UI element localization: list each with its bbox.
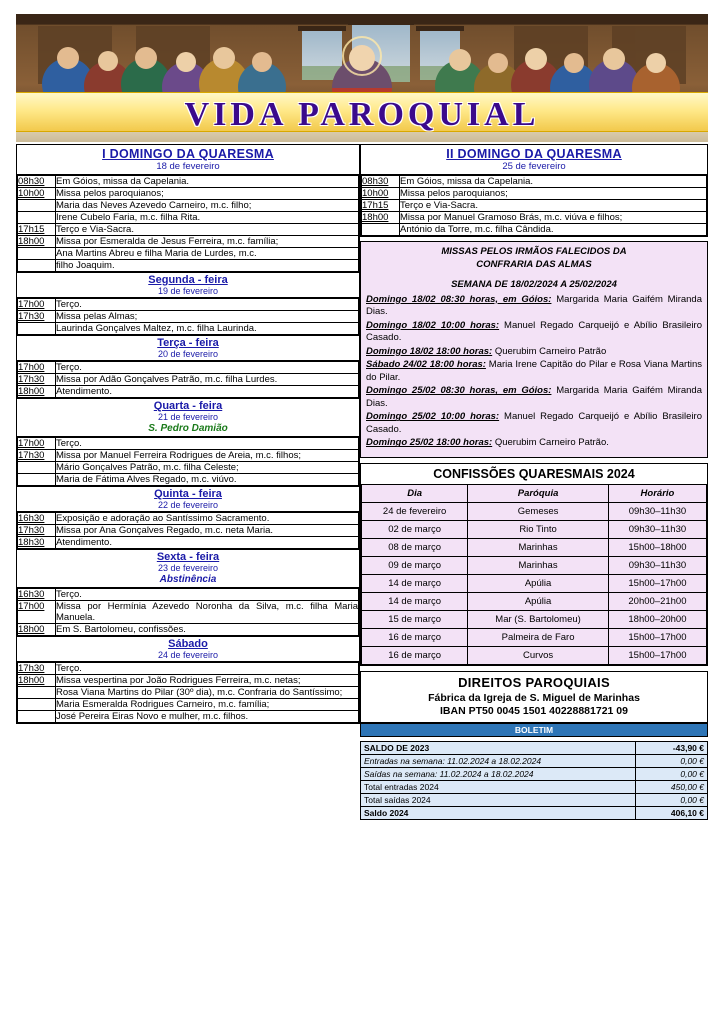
almas-entry-names: Margarida Maria Gaifém Miranda Dias. xyxy=(366,293,703,318)
cell-paroquia: Mar (S. Bartolomeu) xyxy=(468,611,609,629)
table-row xyxy=(362,629,707,647)
boletim-header: BOLETIM xyxy=(360,723,708,737)
column-header-paroquia: Paróquia xyxy=(468,485,609,503)
cell-paroquia: Marinhas xyxy=(468,539,609,557)
banner xyxy=(16,14,708,142)
almas-entry-when: Domingo 18/02 10:00 horas: xyxy=(366,319,500,331)
almas-masses-box xyxy=(360,241,708,458)
schedule-row xyxy=(18,525,359,537)
schedule-time: 18h00 xyxy=(362,212,400,224)
almas-entry xyxy=(366,359,702,384)
schedule-row xyxy=(18,224,359,236)
schedule-row xyxy=(18,663,359,675)
page-title: VIDA PAROQUIAL xyxy=(184,96,540,133)
almas-entry xyxy=(366,320,702,345)
boletim-value: 0,00 € xyxy=(636,755,708,768)
table-row xyxy=(361,781,708,794)
schedule-row xyxy=(362,200,707,212)
day-heading: Terça - feira xyxy=(157,337,219,349)
cell-horario: 09h30–11h30 xyxy=(608,503,706,521)
table-row xyxy=(362,503,707,521)
schedule-time: 16h30 xyxy=(18,513,56,525)
schedule-text: Em Góios, missa da Capelania. xyxy=(56,176,359,188)
parish-rights-title: DIREITOS PAROQUIAIS xyxy=(458,675,610,690)
almas-entry-names: Querubim Carneiro Patrão. xyxy=(492,437,609,449)
section-date: 25 de fevereiro xyxy=(502,161,566,172)
almas-entry-names: Maria Irene Capitão do Pilar e Rosa Viana Martins do Pilar. xyxy=(366,359,702,383)
table-row xyxy=(362,575,707,593)
almas-week-range: SEMANA DE 18/02/2024 A 25/02/2024 xyxy=(451,278,617,290)
schedule-time: 17h30 xyxy=(18,311,56,323)
schedule-time: 18h00 xyxy=(18,386,56,398)
schedule-time: 18h00 xyxy=(18,236,56,248)
schedule-row xyxy=(18,200,359,212)
almas-entry xyxy=(366,437,702,450)
schedule-text: Missa por Manuel Gramoso Brás, m.c. viúva e filhos; xyxy=(400,212,707,224)
cell-dia: 14 de março xyxy=(362,593,468,611)
boletim-label: Saldo 2024 xyxy=(361,807,636,820)
schedule-text: Terço. xyxy=(56,362,359,374)
schedule-text: Missa por Manuel Ferreira Rodrigues de Areia, m.c. filhos; xyxy=(56,450,359,462)
boletim-label: Saídas na semana: 11.02.2024 a 18.02.2024 xyxy=(361,768,636,781)
schedule-time: 17h00 xyxy=(18,438,56,450)
day-heading: Segunda - feira xyxy=(148,274,228,286)
schedule-row xyxy=(362,188,707,200)
schedule-text: Terço. xyxy=(56,438,359,450)
schedule-text: Missa vespertina por João Rodrigues Ferreira, m.c. netas; xyxy=(56,675,359,687)
schedule-row xyxy=(18,537,359,549)
sunday2-table xyxy=(360,144,708,237)
almas-entry xyxy=(366,411,702,436)
schedule-text: Atendimento. xyxy=(56,537,359,549)
section-heading: II DOMINGO DA QUARESMA xyxy=(446,147,622,161)
schedule-text: Maria de Fátima Alves Regado, m.c. viúvo. xyxy=(56,474,359,486)
boletim-value: 0,00 € xyxy=(636,794,708,807)
almas-entry-names: Margarida Maria Gaifém Miranda Dias. xyxy=(366,385,703,409)
cell-horario: 15h00–18h00 xyxy=(608,539,706,557)
table-row xyxy=(361,768,708,781)
schedule-time: 17h30 xyxy=(18,525,56,537)
day-heading: Quinta - feira xyxy=(154,488,222,500)
parish-rights-entity: Fábrica da Igreja de S. Miguel de Marinhas xyxy=(428,692,640,704)
almas-entry-when: Domingo 25/02 18:00 horas: xyxy=(366,437,493,449)
almas-entry-when: Sábado 24/02 18:00 horas: xyxy=(366,359,486,371)
schedule-row xyxy=(18,711,359,723)
schedule-time: 17h00 xyxy=(18,362,56,374)
table-row xyxy=(361,742,708,755)
table-row xyxy=(362,521,707,539)
boletim-label: Total entradas 2024 xyxy=(361,781,636,794)
day-date: 19 de fevereiro xyxy=(157,286,219,296)
schedule-rows xyxy=(17,588,359,636)
schedule-row xyxy=(18,675,359,687)
almas-title-line2: CONFRARIA DAS ALMAS xyxy=(476,258,592,270)
schedule-text: Missa por Adão Gonçalves Patrão, m.c. filha Lurdes. xyxy=(56,374,359,386)
boletim-label: Entradas na semana: 11.02.2024 a 18.02.2024 xyxy=(361,755,636,768)
schedule-time: 17h30 xyxy=(18,374,56,386)
cell-dia: 15 de março xyxy=(362,611,468,629)
schedule-rows xyxy=(17,437,359,486)
almas-entry-when: Domingo 25/02 10:00 horas: xyxy=(366,411,500,423)
day-feast-label: S. Pedro Damião xyxy=(148,423,228,434)
cell-dia: 09 de março xyxy=(362,557,468,575)
almas-entry-names: Querubim Carneiro Patrão xyxy=(492,345,607,357)
cell-paroquia: Marinhas xyxy=(468,557,609,575)
schedule-time xyxy=(362,224,400,236)
cell-dia: 16 de março xyxy=(362,647,468,665)
confessions-box xyxy=(360,463,708,666)
schedule-rows xyxy=(17,361,359,398)
schedule-time xyxy=(18,462,56,474)
boletim-label: SALDO DE 2023 xyxy=(361,742,636,755)
content-columns xyxy=(16,144,708,820)
schedule-text: Terço e Via-Sacra. xyxy=(400,200,707,212)
almas-entry xyxy=(366,385,702,410)
schedule-time xyxy=(18,248,56,260)
schedule-row xyxy=(18,699,359,711)
schedule-time xyxy=(18,260,56,272)
schedule-time: 17h00 xyxy=(18,299,56,311)
schedule-text: Missa pelos paroquianos; xyxy=(400,188,707,200)
almas-entry-when: Domingo 25/02 08:30 horas, em Góios: xyxy=(366,385,552,397)
day-date: 22 de fevereiro xyxy=(157,500,219,510)
schedule-time xyxy=(18,711,56,723)
table-row xyxy=(361,807,708,820)
boletim-label: Total saídas 2024 xyxy=(361,794,636,807)
table-row xyxy=(362,611,707,629)
day-date: 24 de fevereiro xyxy=(157,650,219,660)
schedule-time: 16h30 xyxy=(18,589,56,601)
boletim-table xyxy=(360,741,708,820)
cell-paroquia: Gemeses xyxy=(468,503,609,521)
right-column xyxy=(360,144,708,820)
schedule-text: Terço. xyxy=(56,299,359,311)
schedule-rows xyxy=(17,175,359,272)
cell-paroquia: Palmeira de Faro xyxy=(468,629,609,647)
cell-paroquia: Rio Tinto xyxy=(468,521,609,539)
parish-rights-iban: IBAN PT50 0045 1501 40228881721 09 xyxy=(440,705,628,717)
confessions-title: CONFISSÕES QUARESMAIS 2024 xyxy=(433,467,635,481)
schedule-time: 17h15 xyxy=(18,224,56,236)
cell-dia: 16 de março xyxy=(362,629,468,647)
left-schedule-table xyxy=(16,144,360,724)
cell-dia: 08 de março xyxy=(362,539,468,557)
schedule-time: 10h00 xyxy=(18,188,56,200)
schedule-text: José Pereira Eiras Novo e mulher, m.c. filhos. xyxy=(56,711,359,723)
schedule-text: Laurinda Gonçalves Maltez, m.c. filha Laurinda. xyxy=(56,323,359,335)
schedule-text: Mário Gonçalves Patrão, m.c. filha Celeste; xyxy=(56,462,359,474)
schedule-time: 17h00 xyxy=(18,601,56,624)
day-date: 20 de fevereiro xyxy=(157,349,219,359)
schedule-row xyxy=(18,386,359,398)
cell-horario: 09h30–11h30 xyxy=(608,557,706,575)
schedule-rows xyxy=(17,512,359,549)
cell-horario: 18h00–20h00 xyxy=(608,611,706,629)
cell-dia: 24 de fevereiro xyxy=(362,503,468,521)
almas-entry-when: Domingo 18/02 08:30 horas, em Góios: xyxy=(366,293,552,305)
boletim-value: 0,00 € xyxy=(636,768,708,781)
schedule-text: Rosa Viana Martins do Pilar (30º dia), m.c. Confraria do Santíssimo; xyxy=(56,687,359,699)
cell-dia: 02 de março xyxy=(362,521,468,539)
schedule-row xyxy=(18,248,359,260)
schedule-time: 18h00 xyxy=(18,624,56,636)
cell-horario: 20h00–21h00 xyxy=(608,593,706,611)
table-row xyxy=(362,557,707,575)
schedule-row xyxy=(18,362,359,374)
schedule-time xyxy=(18,323,56,335)
cell-paroquia: Apúlia xyxy=(468,593,609,611)
schedule-text: Missa pelas Almas; xyxy=(56,311,359,323)
confessions-table xyxy=(361,484,707,665)
table-row xyxy=(362,647,707,665)
day-heading: Sexta - feira xyxy=(156,551,220,563)
schedule-text: Terço. xyxy=(56,663,359,675)
day-date: 21 de fevereiro xyxy=(157,412,219,422)
schedule-rows xyxy=(17,298,359,335)
schedule-row xyxy=(18,474,359,486)
schedule-row xyxy=(18,589,359,601)
schedule-text: Maria das Neves Azevedo Carneiro, m.c. filho; xyxy=(56,200,359,212)
schedule-rows xyxy=(361,175,707,236)
schedule-row xyxy=(18,299,359,311)
cell-horario: 15h00–17h00 xyxy=(608,629,706,647)
schedule-text: Missa por Ana Gonçalves Regado, m.c. neta Maria. xyxy=(56,525,359,537)
schedule-text: Em Góios, missa da Capelania. xyxy=(400,176,707,188)
schedule-time xyxy=(18,474,56,486)
schedule-time: 17h30 xyxy=(18,663,56,675)
almas-entry xyxy=(366,346,702,359)
schedule-row xyxy=(18,176,359,188)
day-note-label: Abstinência xyxy=(159,574,217,585)
cell-horario: 15h00–17h00 xyxy=(608,575,706,593)
schedule-row xyxy=(18,236,359,248)
cell-horario: 15h00–17h00 xyxy=(608,647,706,665)
schedule-row xyxy=(18,450,359,462)
schedule-time xyxy=(18,200,56,212)
almas-title-line1: MISSAS PELOS IRMÃOS FALECIDOS DA xyxy=(441,246,627,257)
cell-paroquia: Curvos xyxy=(468,647,609,665)
schedule-time: 18h00 xyxy=(18,675,56,687)
schedule-time: 08h30 xyxy=(18,176,56,188)
schedule-text: Missa por Esmeralda de Jesus Ferreira, m.c. família; xyxy=(56,236,359,248)
schedule-text: Exposição e adoração ao Santíssimo Sacramento. xyxy=(56,513,359,525)
schedule-text: Missa pelos paroquianos; xyxy=(56,188,359,200)
boletim-value: 450,00 € xyxy=(636,781,708,794)
left-column xyxy=(16,144,360,820)
table-row xyxy=(362,593,707,611)
schedule-row xyxy=(18,323,359,335)
schedule-text: Terço e Via-Sacra. xyxy=(56,224,359,236)
schedule-row xyxy=(362,224,707,236)
schedule-text: Missa por Hermínia Azevedo Noronha da Silva, m.c. filha Maria Manuela. xyxy=(56,601,358,623)
schedule-time xyxy=(18,687,56,699)
schedule-row xyxy=(18,260,359,272)
day-heading: Sábado xyxy=(168,638,208,650)
schedule-time: 17h15 xyxy=(362,200,400,212)
schedule-row xyxy=(18,513,359,525)
schedule-row xyxy=(362,176,707,188)
column-header-dia: Dia xyxy=(362,485,468,503)
schedule-row xyxy=(18,374,359,386)
table-header-row xyxy=(362,485,707,503)
section-heading: I DOMINGO DA QUARESMA xyxy=(102,147,274,161)
schedule-row xyxy=(18,462,359,474)
table-row xyxy=(361,794,708,807)
schedule-text: Terço. xyxy=(56,589,359,601)
day-date: 23 de fevereiro xyxy=(157,563,219,573)
table-row xyxy=(361,755,708,768)
parish-rights-box xyxy=(360,671,708,723)
section-date: 18 de fevereiro xyxy=(156,161,220,172)
schedule-row xyxy=(362,212,707,224)
schedule-text: filho Joaquim. xyxy=(56,260,359,272)
schedule-text: Ana Martins Abreu e filha Maria de Lurdes, m.c. xyxy=(56,248,359,260)
schedule-row xyxy=(18,311,359,323)
schedule-rows xyxy=(17,662,359,723)
schedule-row xyxy=(18,188,359,200)
schedule-time xyxy=(18,699,56,711)
schedule-text: António da Torre, m.c. filha Cândida. xyxy=(400,224,707,236)
boletim-value: -43,90 € xyxy=(636,742,708,755)
schedule-text: Maria Esmeralda Rodrigues Carneiro, m.c. família; xyxy=(56,699,359,711)
schedule-time: 08h30 xyxy=(362,176,400,188)
schedule-row xyxy=(18,212,359,224)
schedule-row xyxy=(18,687,359,699)
schedule-text: Irene Cubelo Faria, m.c. filha Rita. xyxy=(56,212,359,224)
cell-paroquia: Apúlia xyxy=(468,575,609,593)
schedule-row xyxy=(18,438,359,450)
cell-dia: 14 de março xyxy=(362,575,468,593)
schedule-time: 10h00 xyxy=(362,188,400,200)
cell-horario: 09h30–11h30 xyxy=(608,521,706,539)
schedule-row xyxy=(18,601,359,624)
schedule-time: 18h30 xyxy=(18,537,56,549)
column-header-horario: Horário xyxy=(608,485,706,503)
boletim-value: 406,10 € xyxy=(636,807,708,820)
table-row xyxy=(362,539,707,557)
almas-entry-when: Domingo 18/02 18:00 horas: xyxy=(366,345,493,357)
almas-entry-names: Manuel Regado Carqueijó e Abílio Brasileiro Casado. xyxy=(366,411,702,435)
schedule-row xyxy=(18,624,359,636)
almas-entry xyxy=(366,294,702,319)
almas-entry-names: Manuel Regado Carqueijó e Abílio Brasileiro Casado. xyxy=(366,319,702,344)
schedule-time: 17h30 xyxy=(18,450,56,462)
day-heading: Quarta - feira xyxy=(153,400,223,412)
schedule-text: Em S. Bartolomeu, confissões. xyxy=(56,624,359,636)
schedule-text: Atendimento. xyxy=(56,386,359,398)
schedule-time xyxy=(18,212,56,224)
